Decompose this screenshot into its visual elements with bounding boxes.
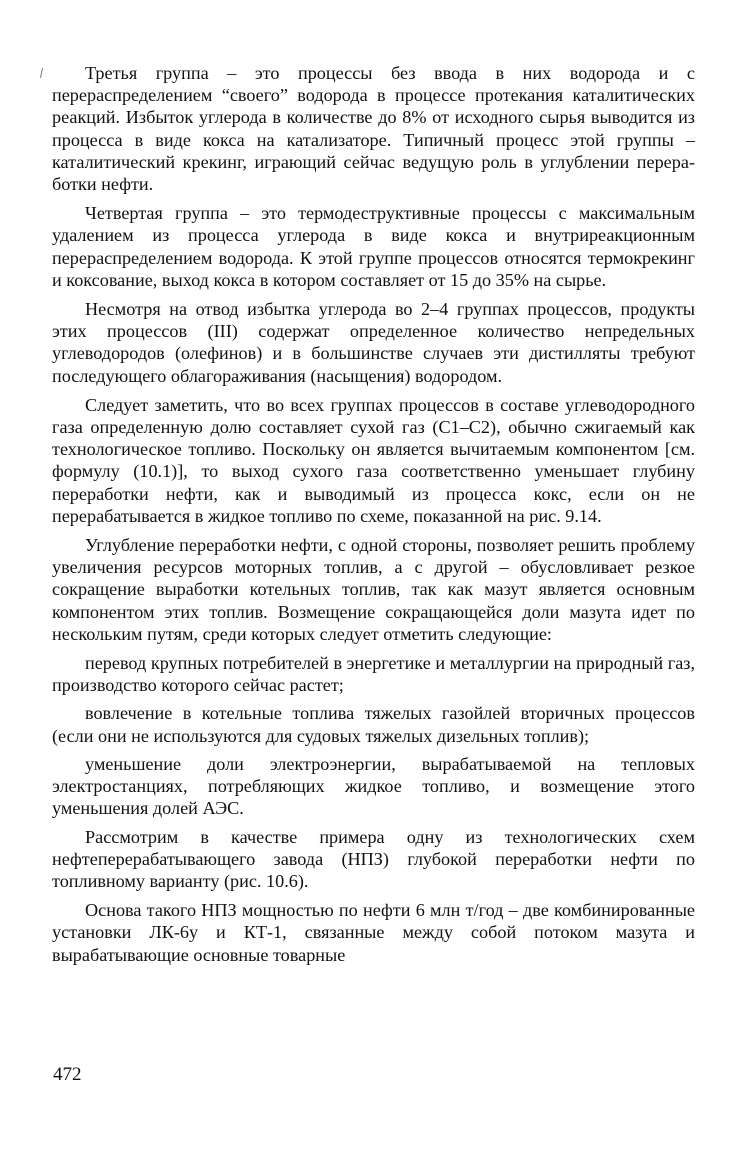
list-item-2: вовлечение в котельные топлива тяжелых газойлей вторичных процессов (если они не используются для судовых тяжелых дизельных топлив); (52, 703, 695, 746)
list-item-1: перевод крупных потребителей в энергетике и металлургии на природный газ, производство которого сейчас растет; (52, 653, 695, 696)
paragraph-7: Основа такого НПЗ мощностью по нефти 6 млн т/год – две комбинированные установки ЛК-6у и КТ-1, связанные между собой потоком мазута и вырабатывающие основные товарные (52, 900, 695, 965)
paragraph-2: Четвертая группа – это термодеструктивные процессы с максимальным удалением из процесса углерода в виде кокса и внутриреакционным перераспределением водорода. К этой группе процессов относятся термокрекинг и коксование, выход кокса в котором составляет от 15 до 35% на сырье. (52, 203, 695, 290)
paragraph-4: Следует заметить, что во всех группах процессов в составе углеводородного газа определенную долю составляет сухой газ (C1–C2), обычно сжигаемый как технологическое топливо. Поскольку он является вычитаемым компонентом [см. формулу (10.1)], то выход сухого газа соответственно уменьшает глубину переработки нефти, как и выводимый из процесса кокс, если он не перерабатывается в жидкое топливо по схеме, показанной на рис. 9.14. (52, 394, 695, 526)
paragraph-6: Рассмотрим в качестве примера одну из технологических схем нефтеперерабатывающего завода (НПЗ) глубокой переработки нефти по топливному варианту (рис. 10.6). (52, 826, 695, 891)
paragraph-1: Третья группа – это процессы без ввода в них водорода и с перераспределением “своего” водорода в процессе протекания каталитических реакций. Избыток углерода в количестве до 8% от исходного сырья выводится из процесса в виде кокса на катализаторе. Типичный процесс этой группы – каталитический крекинг, играющий сейчас ведущую роль в углублении переработки нефти. (52, 63, 695, 195)
paragraph-3: Несмотря на отвод избытка углерода во 2–4 группах процессов, продукты этих процессов (III) содержат определенное количество непредельных углеводородов (олефинов) и в большинстве случаев эти дистилляты требуют последующего облагораживания (насыщения) водородом. (52, 299, 695, 386)
margin-mark (40, 68, 43, 78)
list-item-3: уменьшение доли электроэнергии, вырабатываемой на тепловых электростанциях, потребляющих жидкое топливо, и возмещение этого уменьшения долей АЭС. (52, 753, 695, 819)
paragraph-5: Углубление переработки нефти, с одной стороны, позволяет решить проблему увеличения ресурсов моторных топлив, а с другой – обусловливает резкое сокращение выработки котельных топлив, так как мазут является основным компонентом этих топлив. Возмещение сокращающейся доли мазута идет по нескольким путям, среди которых следует отметить следующие: (52, 535, 695, 644)
document-body (52, 62, 695, 973)
page-number: 472 (53, 1064, 82, 1085)
